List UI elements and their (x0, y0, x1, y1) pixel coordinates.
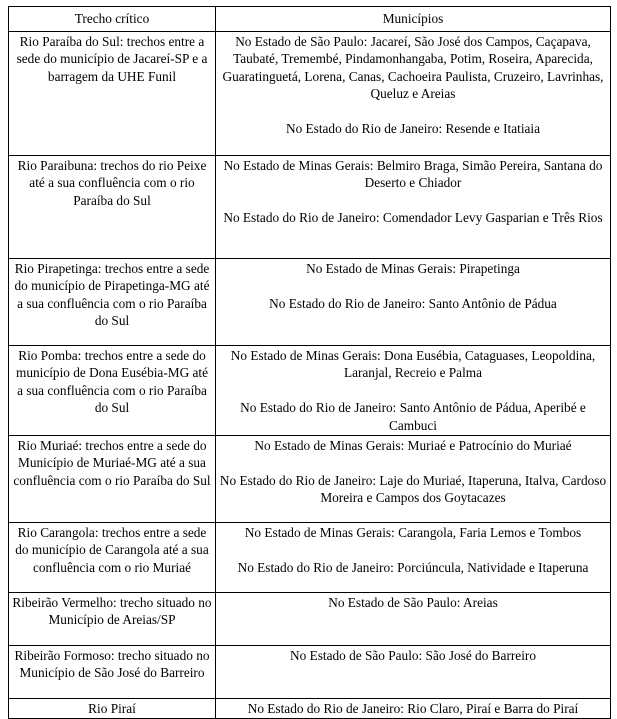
municipios-entry: No Estado de Minas Gerais: Belmiro Braga, Simão Pereira, Santana do Deserto e Chiador (223, 158, 603, 191)
municipios-cell (216, 32, 611, 156)
municipios-cell (216, 593, 611, 646)
table-row (9, 259, 611, 346)
municipios-entry: No Estado do Rio de Janeiro: Rio Claro, Piraí e Barra do Piraí (247, 701, 579, 717)
municipios-entry: No Estado de Minas Gerais: Pirapetinga (306, 261, 520, 276)
table-row (9, 156, 611, 259)
municipios-entry: No Estado de São Paulo: Areias (328, 595, 498, 611)
municipios-cell (216, 646, 611, 699)
table-row (9, 593, 611, 646)
table-row (9, 646, 611, 699)
table-row (9, 32, 611, 156)
municipios-entry: No Estado de Minas Gerais: Muriaé e Patrocínio do Muriaé (254, 438, 572, 454)
table-row (9, 523, 611, 593)
municipios-entry: No Estado do Rio de Janeiro: Resende e Itatiaia (285, 121, 541, 137)
municipios-entry: No Estado do Rio de Janeiro: Porciúncula, Natividade e Itaperuna (237, 559, 589, 575)
header-row (9, 7, 611, 32)
header-municipios: Municípios (216, 7, 611, 32)
municipios-entry: No Estado de São Paulo: São José do Barreiro (290, 648, 536, 664)
critical-stretches-table (8, 6, 611, 719)
trecho-cell: Rio Pirapetinga: trechos entre a sede do município de Pirapetinga-MG até a sua confluência com o rio Paraíba do Sul (9, 259, 216, 346)
municipios-cell (216, 436, 611, 523)
municipios-entry: No Estado do Rio de Janeiro: Santo Antônio de Pádua (269, 295, 557, 311)
municipios-entry: No Estado de São Paulo: Jacareí, São José dos Campos, Caçapava, Taubaté, Tremembé, Pindamonhangaba, Potim, Roseira, Aparecida, Guaratinguetá, Lorena, Canas, Cachoeira Paulista, Cruzeiro, Lavrinhas, Queluz e Areias (222, 34, 604, 102)
municipios-entry: No Estado de Minas Gerais: Carangola, Faria Lemos e Tombos (244, 525, 582, 541)
trecho-cell: Rio Pomba: trechos entre a sede do município de Dona Eusébia-MG até a sua confluência com o rio Paraíba do Sul (9, 346, 216, 436)
municipios-entry: No Estado do Rio de Janeiro: Santo Antônio de Pádua, Aperibé e Cambuci (240, 400, 586, 433)
municipios-cell (216, 523, 611, 593)
municipios-entry: No Estado do Rio de Janeiro: Comendador Levy Gasparian e Três Rios (223, 210, 603, 226)
municipios-cell (216, 259, 611, 346)
municipios-cell (216, 346, 611, 436)
table-row (9, 436, 611, 523)
trecho-cell: Ribeirão Vermelho: trecho situado no Município de Areias/SP (9, 593, 216, 646)
municipios-entry: No Estado de Minas Gerais: Dona Eusébia, Cataguases, Leopoldina, Laranjal, Recreio e Palma (230, 348, 596, 381)
table-row (9, 346, 611, 436)
trecho-cell: Rio Muriaé: trechos entre a sede do Município de Muriaé-MG até a sua confluência com o rio Paraíba do Sul (9, 436, 216, 523)
trecho-cell: Rio Carangola: trechos entre a sede do município de Carangola até a sua confluência com o rio Muriaé (9, 523, 216, 593)
table-row (9, 699, 611, 719)
municipios-cell (216, 156, 611, 259)
municipios-cell (216, 699, 611, 719)
trecho-cell: Ribeirão Formoso: trecho situado no Município de São José do Barreiro (9, 646, 216, 699)
trecho-cell: Rio Paraibuna: trechos do rio Peixe até a sua confluência com o rio Paraíba do Sul (9, 156, 216, 259)
trecho-cell: Rio Paraíba do Sul: trechos entre a sede do município de Jacareí-SP e a barragem da UHE Funil (9, 32, 216, 156)
municipios-entry: No Estado do Rio de Janeiro: Laje do Muriaé, Itaperuna, Italva, Cardoso Moreira e Campos dos Goytacazes (219, 472, 607, 506)
header-trecho: Trecho crítico (9, 7, 216, 32)
trecho-cell: Rio Piraí (9, 699, 216, 719)
